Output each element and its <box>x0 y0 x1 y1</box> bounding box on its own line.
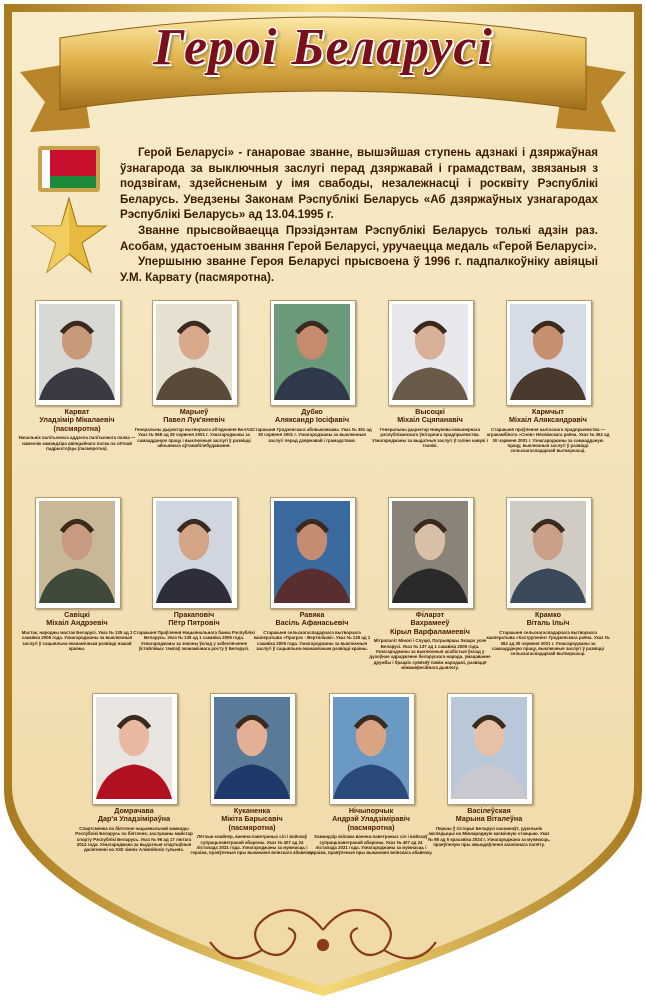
hero-portrait <box>35 300 121 406</box>
hero-name: Савіцкі Міхаіл Андрэевіч <box>46 610 108 628</box>
portrait-image <box>214 697 292 801</box>
hero-portrait <box>447 693 533 805</box>
hero-description: Старшыня сельскагаспадарчага вытворчага кааператыва «Каструпенін» Гродзенскага раёна. Указ № 362 ад 30 чэрвеня 2001 г. Узнагароджаны за самаадданую працу, выключныя заслугі ў развіцці сельскагаспадарчай вытворчасці. <box>486 629 610 657</box>
hero-portrait <box>152 300 238 406</box>
hero-description: Мастак, народны мастак Беларусі. Указ № 135 ад 1 сакавіка 2006 года. Узнагароджаны за выключныя заслугі ў сацыяльна-эканамічным развіцці нашай краіны. <box>21 629 133 652</box>
hero-name: Куканенка Мікіта Барысавіч (пасмяротна) <box>221 806 283 832</box>
hero-description: Старшыня Гродзенскага аблвыканкама. Указ № 361 ад 30 чэрвеня 2001 г. Узнагароджаны за выключныя заслугі перад дзяржавай і грамадствам. <box>252 426 372 443</box>
hero-portrait <box>506 497 592 609</box>
hero-description: Мітрапаліт Мінскі і Слуцкі, Патрыяршы Экзарх усяе Беларусі. Указ № 137 ад 1 сакавіка 2006 года. Узнагароджаны за выключныя асабістыя ўклад у духоўнае адраджэнне беларускага народа, умацаванне дружбы і брацкіх сувязяў паміж народамі, развіццё міжканфесійнага дыялогу. <box>369 638 491 671</box>
hero-portrait <box>210 693 296 805</box>
hero-description: Першы ў гісторыі Беларусі касманаўт, удзельнік экспедыцыі на Міжнародную касмічную станцыю. Указ № 98 ад 5 красавіка 2024 г. Узнагароджана за мужнасць, праяўленую пры ажыццяўленні касмічнага палёту. <box>428 825 550 848</box>
hero-name: Нічыпорчык Андрэй Уладзіміравіч (пасмяротна) <box>332 806 410 832</box>
hero-description: Лётчык-снайпер, ваенна-паветраных сіл і войскаў супрацьпаветранай абароны. Указ № 407 ад 24 лістапада 2021 года. Узнагароджаны за мужнасць і гераізм, праяўленыя пры выкананні воінскага абавязку. <box>190 834 314 856</box>
hero-description: Камандзір экіпажа ваенна-паветраных сіл і войскаў супрацьпаветранай абароны. Указ № 407 ад 24 лістапада 2021 года. Узнагароджаны за мужнасць і гераізм, праяўленыя пры выкананні воінскага абавязку. <box>309 834 433 856</box>
hero-portrait <box>152 497 238 609</box>
portrait-image <box>39 501 117 605</box>
hero-description: Спартсменка па біятлоне нацыянальнай каманды Рэспублікі Беларусь па біятлоне, заслужаны майстар спорту Рэспублікі Беларусь. Указ № 96 ад 17 лютага 2014 года. Узнагароджана за выдатныя спартыўныя дасягненні на XXII зімніх Алімпійскіх гульнях. <box>75 825 193 853</box>
hero-portrait <box>270 497 356 609</box>
portrait-image <box>392 304 470 402</box>
hero-name: Карват Уладзімір Мікалаевіч (пасмяротна) <box>39 407 115 433</box>
hero-name: Кармчыт Міхаіл Аляксандравіч <box>509 407 587 425</box>
hero-portrait <box>92 693 178 805</box>
portrait-image <box>274 501 352 605</box>
hero-description: Старшыня сельскагаспадарчага вытворчага кааператыва «Прагрэс - Вертялішкі». Указ № 135 ад 1 сакавіка 2006 года. Узнагароджаны за выключныя заслугі ў сацыяльна-эканамічным развіцці краіны. <box>253 629 371 652</box>
portrait-image <box>156 501 234 605</box>
hero-name: Домрачава Дар'я Уладзіміраўна <box>97 806 171 824</box>
hero-portrait <box>388 497 474 609</box>
intro-paragraph-3: Упершыню званне Героя Беларусі прысвоена ў 1996 г. падпалкоўніку авіяцыі У.М. Карвату (пасмяротна). <box>120 255 598 284</box>
intro-text <box>120 145 598 285</box>
portrait-image <box>451 697 529 801</box>
hero-name: Пракаповіч Пётр Пятровіч <box>168 610 220 628</box>
portrait-image <box>392 501 470 605</box>
portrait-image <box>96 697 174 801</box>
hero-name: Дубко Аляксандр Іосіфавіч <box>275 407 349 425</box>
intro-paragraph-2: Званне прысвойваецца Прэзідэнтам Рэспублікі Беларусь толькі адзін раз. Асобам, удастоеным звання Герой Беларусі, уручаецца медаль «Герой Беларусі». <box>120 223 598 253</box>
hero-portrait <box>329 693 415 805</box>
hero-name: Равяка Васіль Афанасьевіч <box>275 610 349 628</box>
portrait-image <box>333 697 411 801</box>
hero-name: Марыеў Павел Лук'яневіч <box>163 407 225 425</box>
portrait-image <box>510 501 588 605</box>
hero-portrait <box>388 300 474 406</box>
hero-description: Генеральны дырэктар вытворчага аб'яднання БелАЗ. Указ № 568 ад 29 чэрвеня 2001 г. Узнагароджаны за самаадданую працу і выключныя заслугі ў развіцці айчыннага аўтамабілебудавання. <box>134 426 254 449</box>
page-title: Героі Беларусі <box>153 19 493 76</box>
portrait-image <box>39 304 117 402</box>
intro-paragraph-1: Герой Беларусі» - ганаровае званне, вышэйшая ступень адзнакі і дзяржаўная ўзнагарода за выключныя заслугі перад дзяржавай і грамадствам, звязаныя з подзвігам, здзейсненым у імя свабоды, незалежнасці і росквіту Рэспублікі Беларусь. Уведзены Законам Рэспублікі Беларусь «Аб дзяржаўных узнагародах Рэспублікі Беларусь» ад 13.04.1995 г. <box>120 146 598 222</box>
portrait-image <box>274 304 352 402</box>
hero-description: Начальнік палітычнага аддзела палітычнага палка — намеснік камандзіра авіяцыйнага палка па лётнай падрыхтоўцы (пасмяротна). <box>18 435 136 451</box>
portrait-image <box>156 304 234 402</box>
hero-portrait <box>506 300 592 406</box>
portrait-image <box>510 304 588 402</box>
hero-portrait <box>35 497 121 609</box>
hero-portrait <box>270 300 356 406</box>
hero-description: Старшыня Праўлення Нацыянальнага банка Рэспублікі Беларусь. Указ № 135 ад 1 сакавіка 2006 года. Узнагароджаны за значны ўклад у забеспячэнне ўстойлівых тэмпаў эканамічнага росту ў Беларусі. <box>133 629 255 652</box>
hero-name: Крамко Віталь Ільіч <box>526 610 570 628</box>
hero-description: Старшыня праўлення калгаснага прадпрыемства — агракамбіната «Снов» Нясвіжскага раёна. Указ № 362 ад 30 чэрвеня 2001 г. Узнагароджаны за самаадданую працу, выключныя заслугі ў развіцці сельскагаспадарчай вытворчасці. <box>486 426 610 454</box>
hero-description: Генеральны дырэктар Навукова-інжынернага рэспубліканскага ўнітарнага прадпрыемства. Узнагароджаны за выдатныя заслугі ў галіне навукі і тэхнікі. <box>372 426 488 449</box>
hero-name: Філарэт Вахрамееў Кірыл Варфаламеевіч <box>390 610 470 636</box>
hero-name: Васілеўская Марына Віталеўна <box>455 806 523 824</box>
hero-name: Высоцкі Міхаіл Сцяпанавіч <box>397 407 463 425</box>
